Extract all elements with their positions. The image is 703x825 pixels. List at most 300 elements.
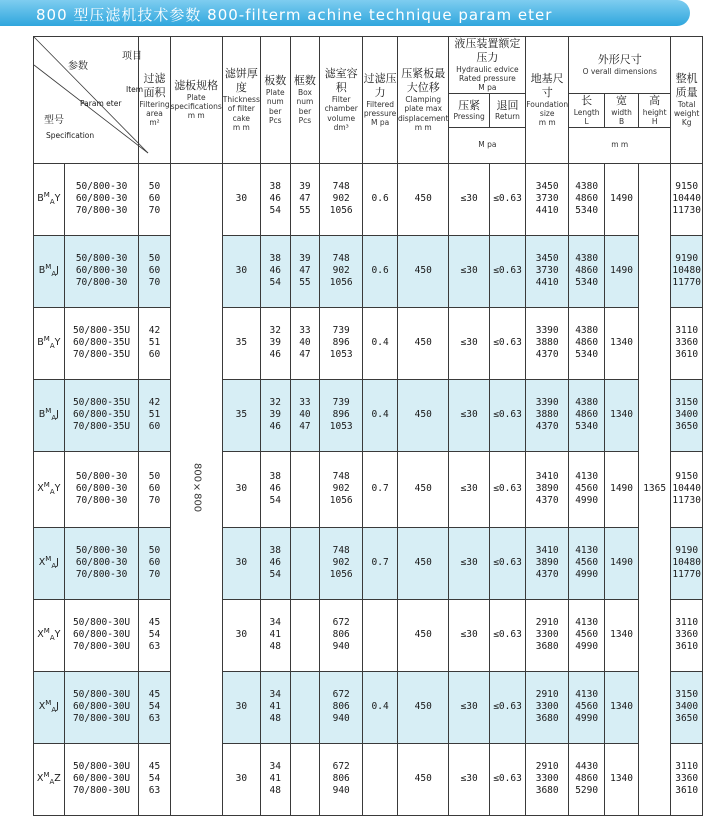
press-cell	[449, 671, 489, 743]
model-suffix: J	[56, 557, 59, 569]
pressure-cell	[363, 163, 398, 235]
area-cell	[139, 379, 170, 451]
press-cell	[449, 451, 489, 527]
plates-cell-text: 34 41 48	[269, 689, 281, 725]
width-cell-text: 1340	[610, 701, 633, 713]
model-letter: X	[36, 773, 44, 785]
press-cell	[449, 527, 489, 599]
volume-cell	[320, 163, 363, 235]
model-sup: M	[45, 407, 52, 416]
volume-cell	[320, 527, 363, 599]
frames-cell	[290, 743, 319, 815]
corner-model-cn: 型号	[44, 115, 64, 126]
width-cell-text: 1490	[610, 483, 633, 495]
return-cell	[489, 235, 526, 307]
press-cell-text: ≤30	[460, 483, 478, 495]
pressure-cell	[363, 235, 398, 307]
model-sup: M	[45, 263, 52, 272]
header-weight: 整机质量 Total weight Kg	[671, 37, 703, 164]
plates-cell-text: 38 46 54	[269, 181, 281, 217]
press-cell-text: ≤30	[460, 193, 478, 205]
model-suffix: J	[56, 701, 59, 713]
length-cell	[569, 163, 605, 235]
area-cell	[139, 451, 170, 527]
length-cell-text: 4380 4860 5340	[575, 181, 599, 217]
press-cell	[449, 743, 489, 815]
frames-cell	[290, 379, 319, 451]
pressure-cell-text: 0.4	[371, 409, 389, 421]
table-row	[34, 235, 703, 307]
model-list	[64, 235, 139, 307]
header-dims-unit: m m	[569, 127, 671, 163]
length-cell-text: 4130 4560 4990	[575, 617, 599, 653]
pressure-cell	[363, 599, 398, 671]
cake-cell-text: 30	[235, 193, 248, 205]
foundation-cell-text: 3450 3730 4410	[535, 253, 559, 289]
title-banner	[0, 0, 690, 26]
model-symbol	[34, 235, 65, 307]
model-letter: B	[38, 409, 46, 421]
pressure-cell	[363, 307, 398, 379]
length-cell-text: 4380 4860 5340	[575, 253, 599, 289]
model-letter: B	[37, 337, 44, 349]
foundation-cell-text: 3390 3880 4370	[535, 325, 559, 361]
press-cell	[449, 379, 489, 451]
corner-param-cn: 参数	[68, 61, 88, 72]
width-cell-text: 1490	[610, 265, 633, 277]
return-cell-text: ≤0.63	[493, 409, 522, 421]
foundation-cell-text: 2910 3300 3680	[535, 761, 559, 797]
cake-cell	[222, 163, 260, 235]
press-cell-text: ≤30	[460, 409, 478, 421]
table-body	[34, 37, 703, 816]
length-cell	[569, 451, 605, 527]
weight-cell-text: 9190 10480 11770	[672, 545, 701, 581]
area-cell	[139, 599, 170, 671]
weight-cell	[671, 163, 703, 235]
header-height: 高 height H	[638, 93, 670, 127]
plates-cell-text: 38 46 54	[269, 471, 281, 507]
model-letter: B	[37, 193, 44, 205]
stroke-cell-text: 450	[414, 701, 432, 713]
frames-cell-text: 39 47 55	[299, 253, 311, 289]
cake-cell	[222, 743, 260, 815]
area-cell	[139, 743, 170, 815]
model-list	[64, 527, 139, 599]
model-list	[64, 307, 139, 379]
press-cell	[449, 307, 489, 379]
pressure-cell	[363, 451, 398, 527]
table-row	[34, 527, 703, 599]
model-sub: A	[49, 488, 55, 497]
cake-cell	[222, 451, 260, 527]
table-row	[34, 671, 703, 743]
cake-cell-text: 30	[235, 483, 248, 495]
model-list-text: 50/800-35U 60/800-35U 70/800-35U	[72, 397, 131, 433]
model-suffix: Y	[54, 193, 61, 205]
length-cell-text: 4130 4560 4990	[575, 471, 599, 507]
stroke-cell	[397, 163, 449, 235]
cake-cell	[222, 599, 260, 671]
plates-cell	[260, 671, 290, 743]
header-area: 过滤面积 Filtering area m²	[139, 37, 170, 164]
spec-table	[33, 36, 703, 816]
stroke-cell	[397, 235, 449, 307]
stroke-cell-text: 450	[414, 557, 432, 569]
foundation-cell-text: 3390 3880 4370	[535, 397, 559, 433]
return-cell-text: ≤0.63	[493, 773, 522, 785]
volume-cell	[320, 307, 363, 379]
stroke-cell	[397, 527, 449, 599]
stroke-cell	[397, 379, 449, 451]
length-cell	[569, 379, 605, 451]
header-plate-num: 板数 Plate num ber Pcs	[260, 37, 290, 164]
frames-cell	[290, 307, 319, 379]
weight-cell-text: 3150 3400 3650	[675, 689, 699, 725]
frames-cell	[290, 451, 319, 527]
frames-cell-text: 39 47 55	[299, 181, 311, 217]
model-list	[64, 163, 139, 235]
return-cell-text: ≤0.63	[493, 265, 522, 277]
return-cell-text: ≤0.63	[493, 701, 522, 713]
width-cell	[605, 527, 639, 599]
length-cell	[569, 235, 605, 307]
foundation-cell-text: 3410 3890 4370	[535, 471, 559, 507]
model-list-text: 50/800-35U 60/800-35U 70/800-35U	[72, 325, 131, 361]
cake-cell-text: 30	[235, 773, 248, 785]
return-cell-text: ≤0.63	[493, 557, 522, 569]
model-sub: A	[49, 778, 55, 787]
area-cell-text: 50 60 70	[148, 253, 161, 289]
length-cell-text: 4130 4560 4990	[575, 689, 599, 725]
area-cell-text: 45 54 63	[148, 761, 161, 797]
model-list	[64, 379, 139, 451]
area-cell-text: 50 60 70	[148, 471, 161, 507]
area-cell	[139, 307, 170, 379]
model-sup: M	[45, 555, 52, 564]
model-list-text: 50/800-30U 60/800-30U 70/800-30U	[72, 761, 131, 797]
model-symbol	[34, 743, 65, 815]
model-symbol	[34, 379, 65, 451]
plates-cell	[260, 451, 290, 527]
model-list	[64, 743, 139, 815]
pressure-cell-text: 0.4	[371, 337, 389, 349]
return-cell	[489, 451, 526, 527]
model-suffix: J	[56, 409, 59, 421]
model-sub: A	[49, 342, 55, 351]
header-cake: 滤饼厚度 Thickness of filter cake m m	[222, 37, 260, 164]
model-sup: M	[43, 481, 50, 490]
length-cell	[569, 307, 605, 379]
return-cell	[489, 671, 526, 743]
weight-cell	[671, 451, 703, 527]
plates-cell	[260, 379, 290, 451]
area-cell	[139, 671, 170, 743]
area-cell-text: 45 54 63	[148, 617, 161, 653]
foundation-cell	[526, 235, 569, 307]
width-cell	[605, 379, 639, 451]
table-row	[34, 379, 703, 451]
stroke-cell	[397, 599, 449, 671]
stroke-cell-text: 450	[414, 265, 432, 277]
height-cell	[638, 163, 670, 815]
width-cell-text: 1340	[610, 629, 633, 641]
weight-cell-text: 3150 3400 3650	[675, 397, 699, 433]
stroke-cell	[397, 307, 449, 379]
model-sup: M	[43, 335, 50, 344]
return-cell	[489, 599, 526, 671]
stroke-cell	[397, 451, 449, 527]
model-letter: X	[38, 557, 46, 569]
length-cell-text: 4130 4560 4990	[575, 545, 599, 581]
foundation-cell-text: 2910 3300 3680	[535, 617, 559, 653]
cake-cell	[222, 527, 260, 599]
return-cell-text: ≤0.63	[493, 483, 522, 495]
plates-cell-text: 38 46 54	[269, 545, 281, 581]
header-plate-size: 滤板规格 Plate specifications m m	[170, 37, 222, 164]
model-sup: M	[43, 191, 50, 200]
table-row	[34, 307, 703, 379]
stroke-cell-text: 450	[414, 409, 432, 421]
model-sub: A	[49, 198, 55, 207]
header-foundation: 地基尺寸 Foundation size m m	[526, 37, 569, 164]
plates-cell	[260, 527, 290, 599]
volume-cell	[320, 671, 363, 743]
press-cell	[449, 599, 489, 671]
pressure-cell	[363, 379, 398, 451]
corner-model-en: Specification	[46, 131, 95, 140]
return-cell	[489, 527, 526, 599]
press-cell-text: ≤30	[460, 337, 478, 349]
weight-cell-text: 9190 10480 11770	[672, 253, 701, 289]
model-sub: A	[49, 634, 55, 643]
weight-cell	[671, 235, 703, 307]
press-cell-text: ≤30	[460, 773, 478, 785]
model-list-text: 50/800-30U 60/800-30U 70/800-30U	[72, 617, 131, 653]
pressure-cell-text: 0.6	[371, 193, 389, 205]
model-suffix: J	[56, 265, 59, 277]
area-cell-text: 50 60 70	[148, 545, 161, 581]
press-cell-text: ≤30	[460, 629, 478, 641]
width-cell	[605, 599, 639, 671]
width-cell-text: 1340	[610, 773, 633, 785]
cake-cell-text: 35	[235, 337, 248, 349]
foundation-cell	[526, 743, 569, 815]
return-cell-text: ≤0.63	[493, 193, 522, 205]
weight-cell-text: 3110 3360 3610	[675, 325, 699, 361]
width-cell-text: 1490	[610, 193, 633, 205]
plates-cell-text: 34 41 48	[269, 617, 281, 653]
volume-cell-text: 672 806 940	[332, 761, 350, 797]
width-cell	[605, 451, 639, 527]
model-suffix: Y	[54, 629, 61, 641]
foundation-cell	[526, 527, 569, 599]
volume-cell	[320, 451, 363, 527]
weight-cell-text: 9150 10440 11730	[672, 471, 701, 507]
return-cell	[489, 743, 526, 815]
frames-cell	[290, 671, 319, 743]
model-list-text: 50/800-30 60/800-30 70/800-30	[75, 181, 128, 217]
pressure-cell-text: 0.7	[371, 557, 389, 569]
cake-cell	[222, 671, 260, 743]
header-volume: 滤室容积 Filter chamber volume dm³	[320, 37, 363, 164]
header-stroke: 压紧板最大位移 Clamping plate max displacement m m	[397, 37, 449, 164]
volume-cell-text: 748 902 1056	[329, 545, 353, 581]
pressure-cell-text: 0.7	[371, 483, 389, 495]
model-sub: A	[51, 562, 57, 571]
model-sup: M	[43, 627, 50, 636]
width-cell	[605, 163, 639, 235]
plates-cell	[260, 743, 290, 815]
plates-cell-text: 34 41 48	[269, 761, 281, 797]
cake-cell-text: 30	[235, 701, 248, 713]
foundation-cell	[526, 451, 569, 527]
plates-cell	[260, 599, 290, 671]
frames-cell	[290, 599, 319, 671]
model-sub: A	[51, 706, 57, 715]
header-hydraulic-unit: M pa	[449, 127, 526, 163]
model-list-text: 50/800-30U 60/800-30U 70/800-30U	[72, 689, 131, 725]
area-cell-text: 42 51 60	[148, 397, 161, 433]
model-symbol	[34, 451, 65, 527]
volume-cell	[320, 599, 363, 671]
volume-cell-text: 748 902 1056	[329, 253, 353, 289]
weight-cell	[671, 527, 703, 599]
pressure-cell	[363, 671, 398, 743]
return-cell-text: ≤0.63	[493, 629, 522, 641]
length-cell-text: 4380 4860 5340	[575, 325, 599, 361]
plate-size-text: 800×800	[191, 462, 203, 512]
corner-param-en: Param eter	[80, 99, 122, 108]
weight-cell	[671, 599, 703, 671]
model-sup: M	[43, 771, 50, 780]
volume-cell-text: 672 806 940	[332, 689, 350, 725]
foundation-cell-text: 3410 3890 4370	[535, 545, 559, 581]
stroke-cell	[397, 743, 449, 815]
header-hydraulic: 液压装置额定压力 Hydraulic edvice Rated pressure M pa	[449, 37, 526, 94]
corner-item-cn: 项目	[122, 51, 142, 62]
width-cell	[605, 671, 639, 743]
table-row	[34, 163, 703, 235]
volume-cell-text: 748 902 1056	[329, 181, 353, 217]
model-list-text: 50/800-30 60/800-30 70/800-30	[75, 545, 128, 581]
model-suffix: Z	[54, 773, 61, 785]
press-cell-text: ≤30	[460, 265, 478, 277]
volume-cell-text: 748 902 1056	[329, 471, 353, 507]
plates-cell-text: 32 39 46	[269, 325, 281, 361]
height-text: 1365	[643, 483, 667, 495]
model-symbol	[34, 163, 65, 235]
model-list	[64, 671, 139, 743]
frames-cell-text: 33 40 47	[299, 325, 311, 361]
length-cell	[569, 599, 605, 671]
frames-cell	[290, 527, 319, 599]
model-list	[64, 599, 139, 671]
volume-cell	[320, 235, 363, 307]
width-cell-text: 1340	[610, 409, 633, 421]
model-suffix: Y	[54, 483, 61, 495]
cake-cell-text: 30	[235, 629, 248, 641]
foundation-cell	[526, 599, 569, 671]
model-symbol	[34, 671, 65, 743]
table-row	[34, 599, 703, 671]
pressure-cell	[363, 743, 398, 815]
foundation-cell	[526, 163, 569, 235]
stroke-cell	[397, 671, 449, 743]
header-corner	[34, 37, 144, 164]
table-row	[34, 451, 703, 527]
area-cell-text: 42 51 60	[148, 325, 161, 361]
header-press: 压紧 Pressing	[449, 93, 489, 127]
weight-cell	[671, 307, 703, 379]
plates-cell-text: 32 39 46	[269, 397, 281, 433]
header-row-1	[34, 37, 703, 94]
header-width: 宽 width B	[605, 93, 639, 127]
foundation-cell-text: 2910 3300 3680	[535, 689, 559, 725]
return-cell	[489, 307, 526, 379]
header-return: 退回 Return	[489, 93, 526, 127]
area-cell-text: 45 54 63	[148, 689, 161, 725]
model-letter: B	[38, 265, 46, 277]
return-cell	[489, 163, 526, 235]
length-cell	[569, 743, 605, 815]
stroke-cell-text: 450	[414, 483, 432, 495]
model-letter: X	[37, 629, 44, 641]
pressure-cell	[363, 527, 398, 599]
pressure-cell-text: 0.4	[371, 701, 389, 713]
model-symbol	[34, 307, 65, 379]
foundation-cell	[526, 307, 569, 379]
header-dims: 外形尺寸 O verall dimensions	[569, 37, 671, 94]
model-symbol	[34, 599, 65, 671]
frames-cell	[290, 235, 319, 307]
area-cell	[139, 235, 170, 307]
weight-cell	[671, 671, 703, 743]
volume-cell-text: 739 896 1053	[329, 397, 353, 433]
width-cell-text: 1340	[610, 337, 633, 349]
volume-cell-text: 739 896 1053	[329, 325, 353, 361]
frames-cell	[290, 163, 319, 235]
stroke-cell-text: 450	[414, 773, 432, 785]
plates-cell	[260, 307, 290, 379]
return-cell	[489, 379, 526, 451]
stroke-cell-text: 450	[414, 193, 432, 205]
cake-cell-text: 30	[235, 265, 248, 277]
header-frame-num: 框数 Box num ber Pcs	[290, 37, 319, 164]
model-list-text: 50/800-30 60/800-30 70/800-30	[75, 253, 128, 289]
plate-size-cell	[170, 163, 222, 815]
volume-cell-text: 672 806 940	[332, 617, 350, 653]
model-symbol	[34, 527, 65, 599]
area-cell	[139, 527, 170, 599]
width-cell	[605, 307, 639, 379]
cake-cell-text: 30	[235, 557, 248, 569]
weight-cell-text: 3110 3360 3610	[675, 761, 699, 797]
area-cell-text: 50 60 70	[148, 181, 161, 217]
foundation-cell	[526, 671, 569, 743]
page-title: 800 型压滤机技术参数 800-filterm achine technique param eter	[36, 6, 553, 24]
volume-cell	[320, 743, 363, 815]
model-list	[64, 451, 139, 527]
cake-cell	[222, 379, 260, 451]
return-cell-text: ≤0.63	[493, 337, 522, 349]
model-sup: M	[45, 699, 52, 708]
length-cell-text: 4430 4860 5290	[575, 761, 599, 797]
cake-cell-text: 35	[235, 409, 248, 421]
frames-cell-text: 33 40 47	[299, 397, 311, 433]
width-cell	[605, 235, 639, 307]
volume-cell	[320, 379, 363, 451]
